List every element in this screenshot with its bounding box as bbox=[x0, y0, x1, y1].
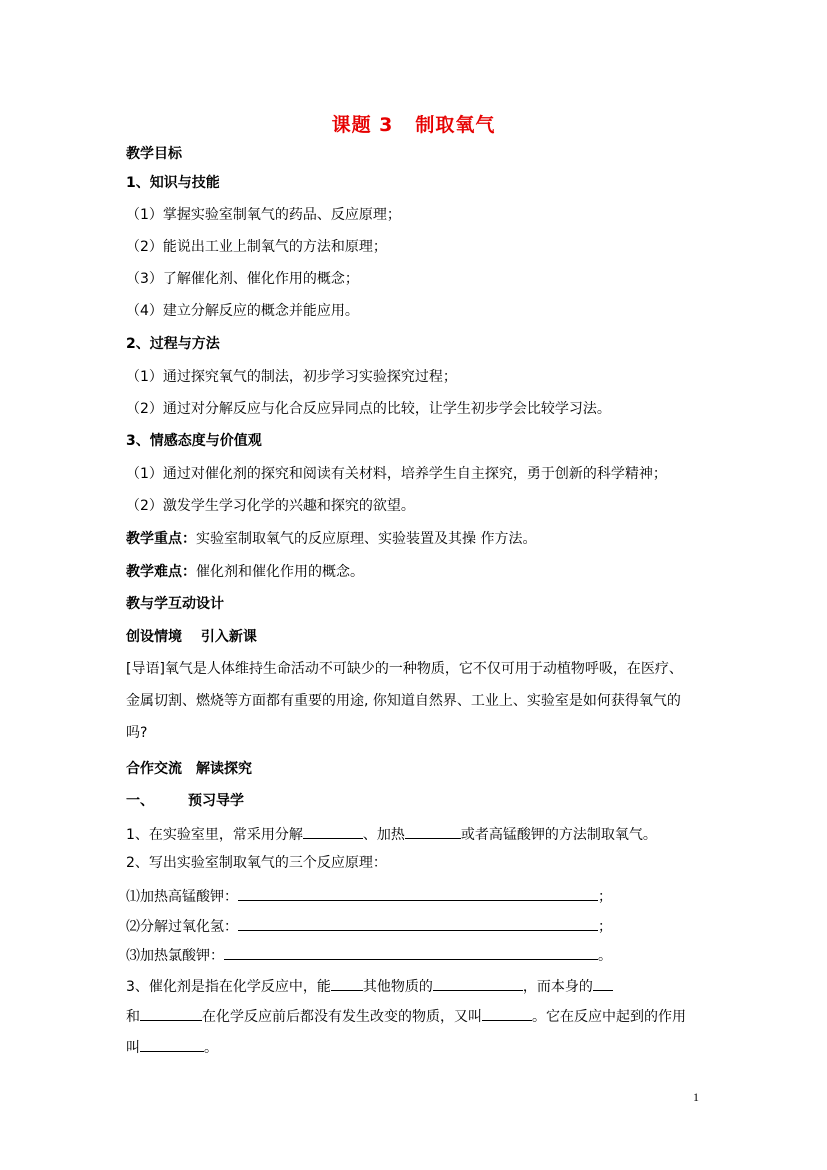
reaction-2-label: ⑵分解过氧化氢： bbox=[126, 919, 238, 935]
s2-item-2: （2）通过对分解反应与化合反应异同点的比较，让学生初步学会比较学习法。 bbox=[126, 401, 611, 417]
question-3-line-3 bbox=[126, 1035, 218, 1058]
answer-blank[interactable] bbox=[405, 822, 461, 839]
answer-blank[interactable] bbox=[140, 1035, 204, 1052]
key-point-label: 教学重点： bbox=[126, 531, 196, 547]
intro-heading: 创设情境 引入新课 bbox=[126, 629, 257, 645]
reaction-3-label: ⑶加热氯酸钾： bbox=[126, 948, 224, 964]
q3-text-a: 3、催化剂是指在化学反应中，能 bbox=[126, 979, 331, 995]
preview-heading bbox=[126, 791, 244, 811]
answer-blank[interactable] bbox=[224, 943, 598, 960]
s1-item-3: （3）了解催化剂、催化作用的概念； bbox=[126, 271, 359, 287]
section-2-heading: 2、过程与方法 bbox=[126, 336, 220, 352]
difficult-point-label: 教学难点： bbox=[126, 564, 196, 580]
reaction-2-end: ； bbox=[598, 919, 612, 935]
question-3-line-2 bbox=[126, 1004, 686, 1027]
answer-blank[interactable] bbox=[140, 1004, 202, 1021]
q3-text-h: 。 bbox=[204, 1040, 218, 1056]
section-3-heading: 3、情感态度与价值观 bbox=[126, 433, 262, 449]
reaction-1-label: ⑴加热高锰酸钾： bbox=[126, 889, 238, 905]
s1-item-4: （4）建立分解反应的概念并能应用。 bbox=[126, 303, 359, 319]
q1-text-b: 、加热 bbox=[362, 827, 405, 843]
reaction-3-end: 。 bbox=[598, 948, 612, 964]
page-number: 1 bbox=[693, 1090, 699, 1104]
answer-blank[interactable] bbox=[303, 822, 363, 839]
difficult-point bbox=[126, 562, 364, 582]
q3-text-c: ，而本身的 bbox=[522, 979, 593, 995]
s2-item-1: （1）通过探究氧气的制法，初步学习实验探究过程； bbox=[126, 369, 457, 385]
coop-heading: 合作交流 解读探究 bbox=[126, 761, 252, 777]
key-point-text: 实验室制取氧气的反应原理、实验装置及其操 作方法。 bbox=[196, 531, 537, 547]
answer-blank[interactable] bbox=[433, 974, 523, 991]
answer-blank[interactable] bbox=[238, 914, 598, 931]
title-topic: 制取氧气 bbox=[415, 114, 496, 136]
objectives-heading: 教学目标 bbox=[126, 146, 182, 162]
s1-item-2: （2）能说出工业上制氧气的方法和原理； bbox=[126, 239, 387, 255]
s1-item-1: （1）掌握实验室制氧气的药品、反应原理； bbox=[126, 207, 401, 223]
preview-heading-text: 预习导学 bbox=[188, 793, 244, 809]
q3-text-f: 。它在反应中起到的作用 bbox=[532, 1009, 686, 1025]
s3-item-2: （2）激发学生学习化学的兴趣和探究的欲望。 bbox=[126, 498, 415, 514]
answer-blank[interactable] bbox=[593, 974, 613, 991]
section-1-heading: 1、知识与技能 bbox=[126, 175, 220, 191]
question-3-line-1 bbox=[126, 974, 613, 997]
answer-blank[interactable] bbox=[482, 1004, 532, 1021]
q3-text-d: 和 bbox=[126, 1009, 140, 1025]
page-title bbox=[0, 110, 827, 137]
intro-line-3: 吗? bbox=[126, 725, 148, 741]
title-lesson-number: 课题 3 bbox=[331, 114, 394, 136]
preview-heading-number: 一、 bbox=[126, 793, 154, 809]
difficult-point-text: 催化剂和催化作用的概念。 bbox=[196, 564, 364, 580]
reaction-1 bbox=[126, 884, 612, 907]
s3-item-1: （1）通过对催化剂的探究和阅读有关材料，培养学生自主探究，勇于创新的科学精神； bbox=[126, 466, 667, 482]
answer-blank[interactable] bbox=[238, 884, 598, 901]
q3-text-g: 叫 bbox=[126, 1040, 140, 1056]
question-1 bbox=[126, 822, 657, 845]
key-point bbox=[126, 529, 536, 549]
design-heading: 教与学互动设计 bbox=[126, 596, 224, 612]
q3-text-b: 其他物质的 bbox=[362, 979, 433, 995]
question-2: 2、写出实验室制取氧气的三个反应原理： bbox=[126, 855, 387, 871]
reaction-2 bbox=[126, 914, 612, 937]
q1-text-c: 或者高锰酸钾的方法制取氧气。 bbox=[460, 827, 657, 843]
answer-blank[interactable] bbox=[331, 974, 363, 991]
q1-text-a: 1、在实验室里，常采用分解 bbox=[126, 827, 303, 843]
reaction-3 bbox=[126, 943, 612, 966]
reaction-1-end: ； bbox=[598, 889, 612, 905]
q3-text-e: 在化学反应前后都没有发生改变的物质，又叫 bbox=[202, 1009, 482, 1025]
intro-line-2: 金属切割、燃烧等方面都有重要的用途, 你知道自然界、工业上、实验室是如何获得氧气的 bbox=[126, 693, 681, 709]
intro-line-1: [导语]氧气是人体维持生命活动不可缺少的一种物质，它不仅可用于动植物呼吸，在医疗、 bbox=[126, 661, 683, 677]
